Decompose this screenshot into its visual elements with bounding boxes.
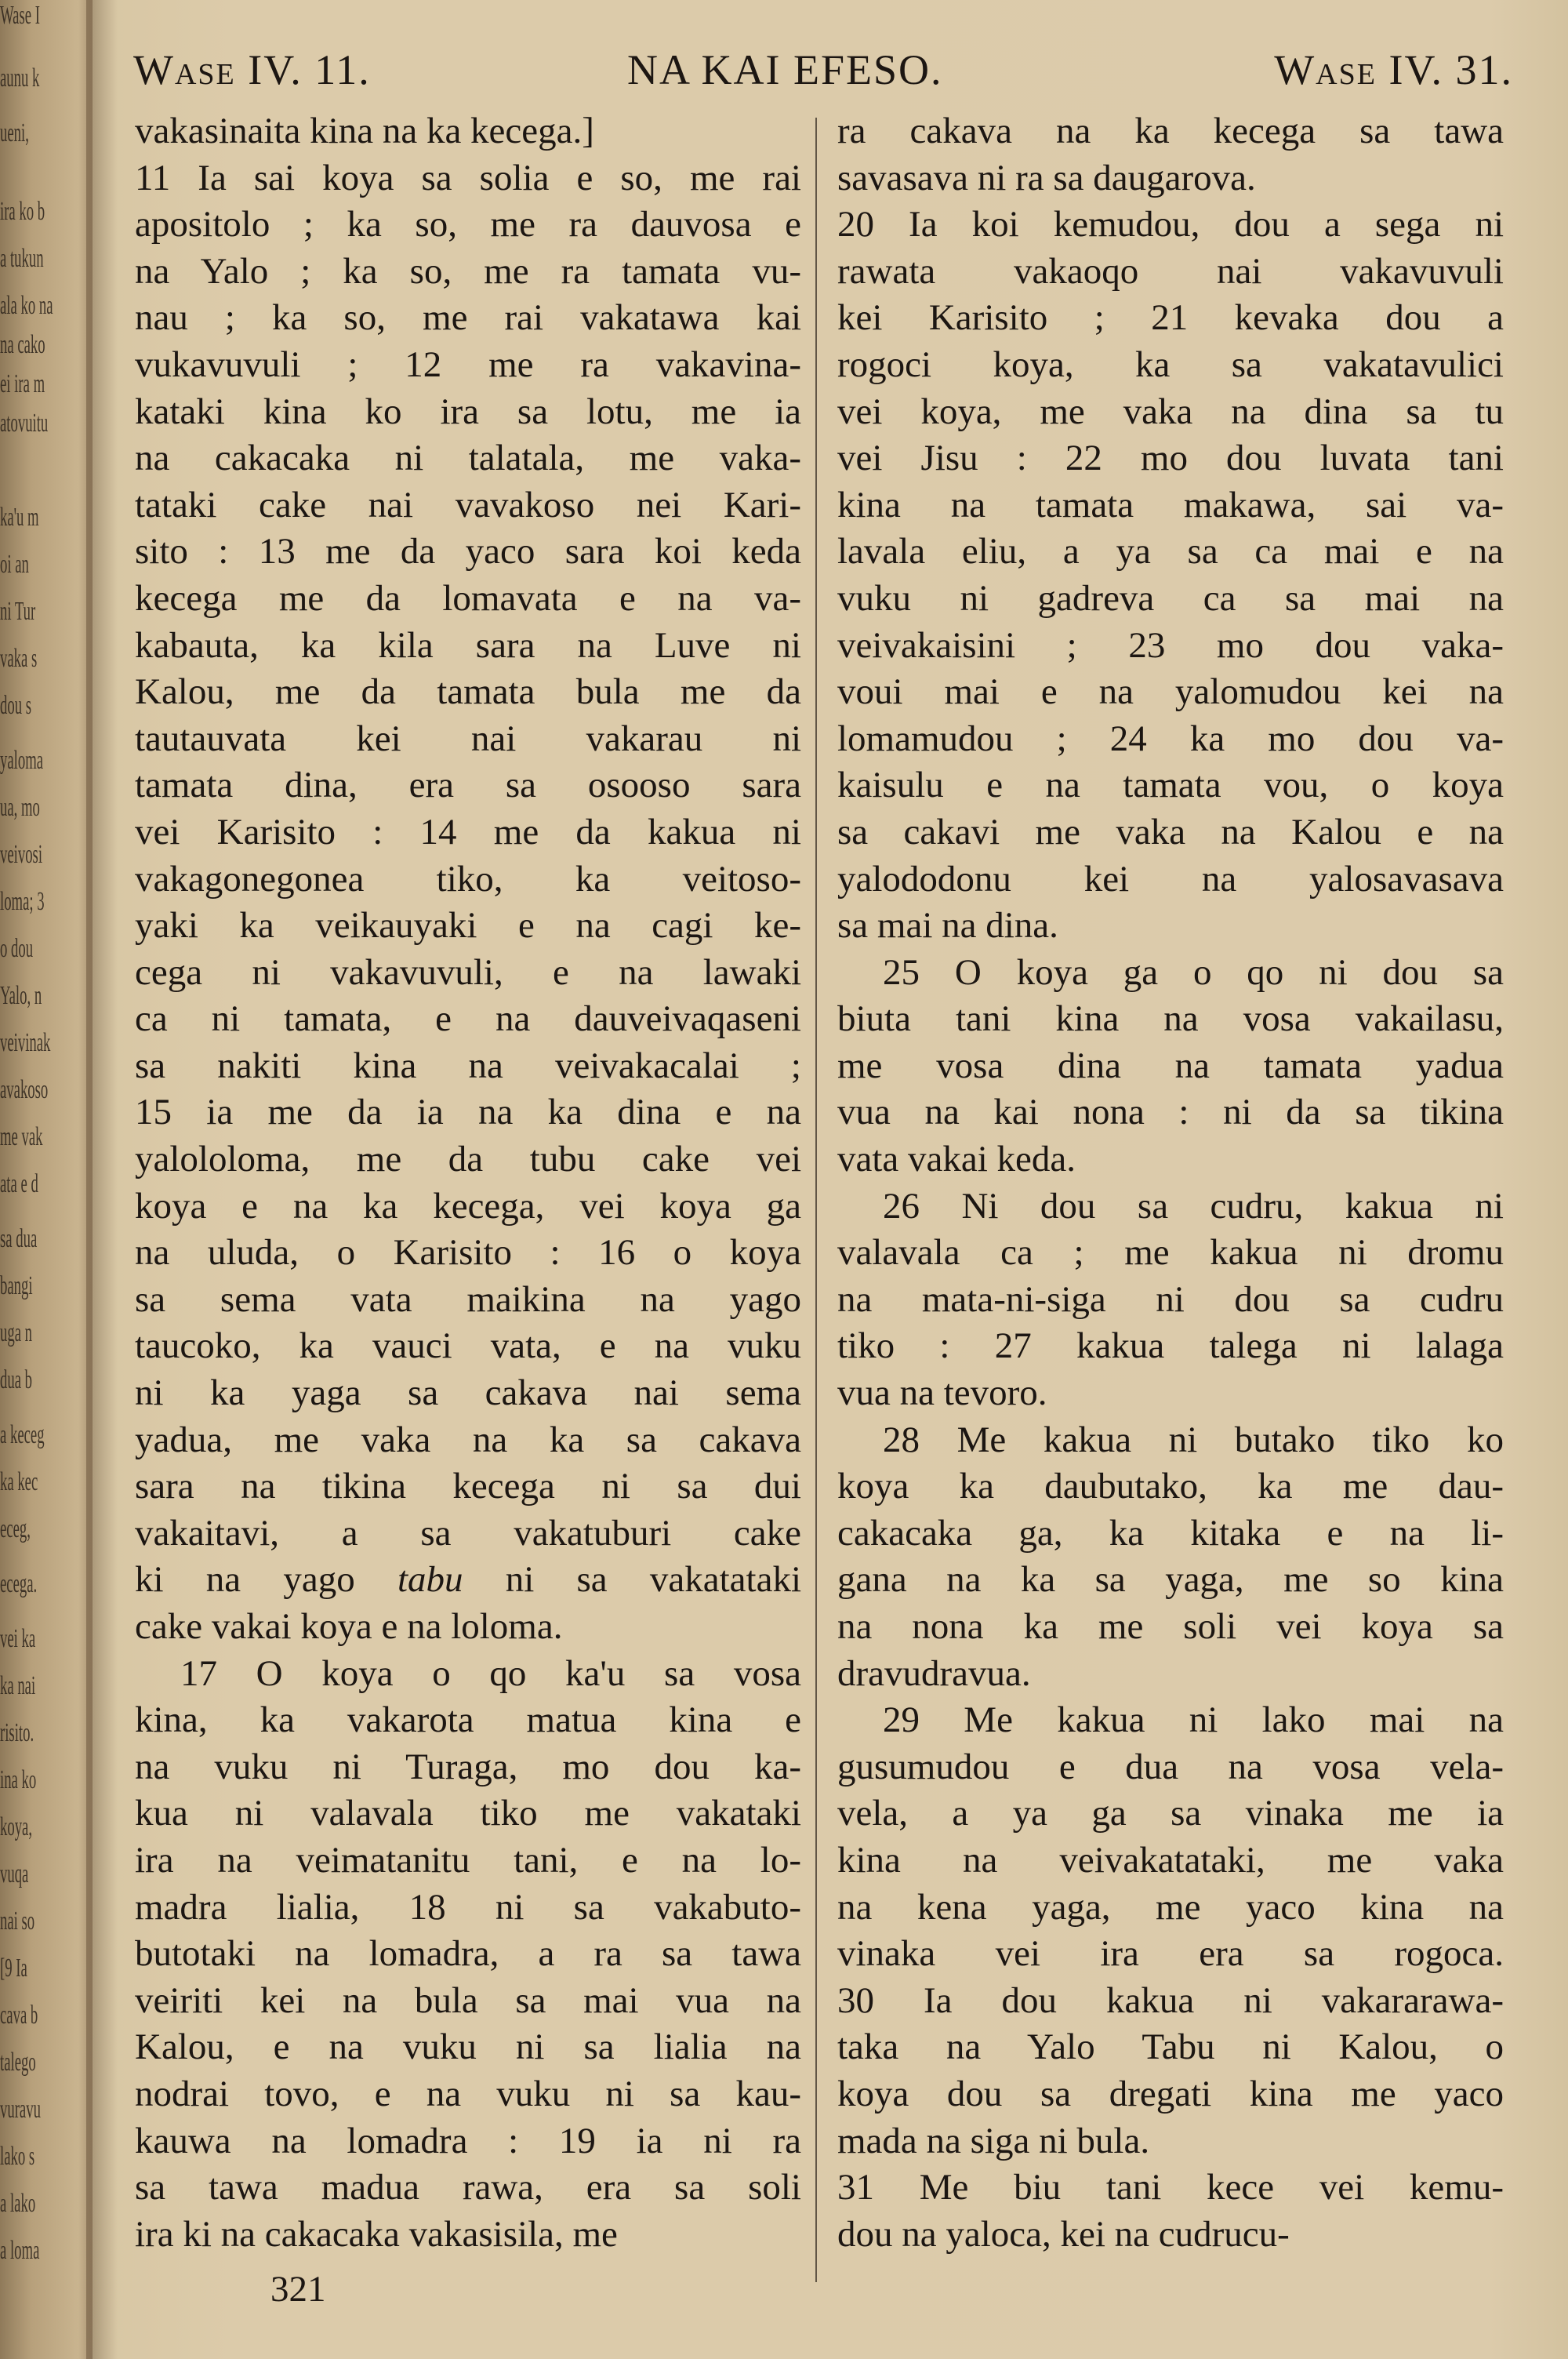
text-line: kina na tamata makawa, sai va-: [837, 484, 1504, 525]
bleed-fragment: dou s: [0, 691, 32, 720]
text-line: kei Karisito ; 21 kevaka dou a: [837, 297, 1504, 339]
text-line: taka na Yalo Tabu ni Kalou, o: [837, 2026, 1504, 2068]
text-line: kataki kina ko ira sa lotu, me ia: [135, 391, 801, 432]
left-column: [135, 108, 801, 2258]
text-line: madra lialia, 18 ni sa vakabuto-: [135, 1886, 801, 1928]
text-line: Kalou, e na vuku ni sa lialia na: [135, 2026, 801, 2068]
bleed-fragment: sa dua: [0, 1224, 38, 1253]
text-line: kecega me da lomavata e na va-: [135, 577, 801, 619]
bleed-fragment: veivinak: [0, 1028, 51, 1057]
text-line: vakagonegonea tiko, ka veitoso-: [135, 858, 801, 900]
text-line: gusumudou e dua na vosa vela-: [837, 1746, 1504, 1787]
bleed-fragment: a keceg: [0, 1420, 45, 1449]
text-line: na cakacaka ni talatala, me vaka-: [135, 438, 801, 479]
text-line: tamata dina, era sa osooso sara: [135, 765, 801, 806]
text-line: savasava ni ra sa daugarova.: [837, 157, 1256, 198]
text-line: lavala eliu, a ya sa ca mai e na: [837, 531, 1504, 572]
text-line: tautauvata kei nai vakarau ni: [135, 718, 801, 759]
bleed-fragment: ala ko na: [0, 291, 53, 320]
running-head-right: Wase IV. 31.: [1274, 46, 1513, 93]
text-line: kaisulu e na tamata vou, o koya: [837, 765, 1504, 806]
text-line: 28 Me kakua ni butako tiko ko: [883, 1419, 1504, 1460]
bleed-fragment: nai so: [0, 1906, 35, 1936]
text-line: sito : 13 me da yaco sara koi keda: [135, 531, 801, 572]
bleed-fragment: a tukun: [0, 244, 44, 273]
bleed-fragment: loma; 3: [0, 887, 45, 916]
text-line: sara na tikina kecega ni sa dui: [135, 1466, 801, 1507]
text-line: 29 Me kakua ni lako mai na: [883, 1699, 1504, 1741]
text-line: kina na veivakatataki, me vaka: [837, 1839, 1504, 1881]
italic-word: tabu: [397, 1559, 463, 1601]
text-line: 31 Me biu tani kece vei kemu-: [837, 2167, 1504, 2208]
text-line: na kena yaga, me yaco kina na: [837, 1886, 1504, 1928]
bleed-fragment: ni Tur: [0, 597, 36, 626]
text-line: valavala ca ; me kakua ni dromu: [837, 1232, 1504, 1274]
text-line: vukavuvuli ; 12 me ra vakavina-: [135, 343, 801, 385]
bleed-fragment: ueni,: [0, 118, 29, 147]
bleed-fragment: veivosi: [0, 840, 43, 869]
text-line: 11 Ia sai koya sa solia e so, me rai: [135, 157, 801, 198]
page-number: 321: [270, 2269, 326, 2310]
text-line: yaki ka veikauyaki e na cagi ke-: [135, 905, 801, 947]
bleed-fragment: a lako: [0, 2189, 36, 2218]
text-line: na Yalo ; ka so, me ra tamata vu-: [135, 250, 801, 292]
running-head: [133, 45, 1513, 100]
text-line: vata vakai keda.: [837, 1139, 1076, 1180]
bleed-fragment: atovuitu: [0, 409, 49, 438]
text-line: sa sema vata maikina na yago: [135, 1278, 801, 1320]
bleed-fragment: ecega.: [0, 1569, 38, 1598]
text-line: na vuku ni Turaga, mo dou ka-: [135, 1746, 801, 1787]
text-line: biuta tani kina na vosa vakailasu,: [837, 998, 1504, 1040]
text-line: koya e na ka kecega, vei koya ga: [135, 1185, 801, 1227]
bleed-fragment: Wase I: [0, 1, 40, 30]
bleed-fragment: vei ka: [0, 1624, 36, 1653]
bleed-fragment: aunu k: [0, 64, 40, 93]
text-line: gana na ka sa yaga, me so kina: [837, 1559, 1504, 1601]
text-line: yadua, me vaka na ka sa cakava: [135, 1419, 801, 1460]
text-line: ra cakava na ka kecega sa tawa: [837, 111, 1504, 151]
text-line: vei Jisu : 22 mo dou luvata tani: [837, 438, 1504, 479]
text-line: na mata-ni-siga ni dou sa cudru: [837, 1278, 1504, 1320]
text-line: nau ; ka so, me rai vakatawa kai: [135, 297, 801, 339]
text-line: 15 ia me da ia na ka dina e na: [135, 1092, 801, 1133]
bleed-fragment: na cako: [0, 330, 45, 359]
text-line: veiriti kei na bula sa mai vua na: [135, 1979, 801, 2021]
text-line: kua ni valavala tiko me vakataki: [135, 1793, 801, 1834]
text-line: rawata vakaoqo nai vakavuvuli: [837, 250, 1504, 292]
bleed-fragment: ka kec: [0, 1467, 38, 1496]
text-line: vakaitavi, a sa vakatuburi cake: [135, 1512, 801, 1554]
text-line: yalololoma, me da tubu cake vei: [135, 1139, 801, 1180]
text-line: nodrai tovo, e na vuku ni sa kau-: [135, 2073, 801, 2114]
bleed-fragment: bangi: [0, 1271, 33, 1300]
bleed-fragment: yaloma: [0, 746, 44, 775]
text-line: 20 Ia koi kemudou, dou a sega ni: [837, 204, 1504, 245]
bleed-fragment: o dou: [0, 934, 34, 963]
bleed-fragment: vaka s: [0, 644, 38, 673]
running-head-title: NA KAI EFESO.: [627, 46, 943, 93]
bleed-fragment: ka'u m: [0, 503, 39, 532]
text-line: dou na yaloca, kei na cudrucu-: [837, 2213, 1290, 2255]
bleed-fragment: cava b: [0, 2001, 38, 2030]
text-line: mada na siga ni bula.: [837, 2120, 1150, 2161]
text-line: kabauta, ka kila sara na Luve ni: [135, 624, 801, 666]
text-line: me vosa dina na tamata yadua: [837, 1045, 1504, 1086]
text-line: vakasinaita kina na ka kecega.]: [135, 111, 594, 151]
text-line: dravudravua.: [837, 1652, 1031, 1694]
text-line: voui mai e na yalomudou kei na: [837, 671, 1504, 713]
text-line: Kalou, me da tamata bula me da: [135, 671, 801, 713]
bleed-fragment: eceg,: [0, 1514, 31, 1543]
bleed-fragment: ei ira m: [0, 369, 45, 398]
bleed-fragment: [9 Ia: [0, 1954, 27, 1983]
bleed-fragment: a loma: [0, 2236, 40, 2265]
text-line: 30 Ia dou kakua ni vakararawa-: [837, 1979, 1504, 2021]
text-line: na nona ka me soli vei koya sa: [837, 1606, 1504, 1647]
bleed-fragment: me vak: [0, 1122, 43, 1151]
text-line: kauwa na lomadra : 19 ia ni ra: [135, 2120, 801, 2161]
adjacent-page-bleed: [0, 0, 93, 2359]
text-line: lomamudou ; 24 ka mo dou va-: [837, 718, 1504, 759]
text-line: cake vakai koya e na loloma.: [135, 1606, 563, 1647]
text-line: vela, a ya ga sa vinaka me ia: [837, 1793, 1504, 1834]
text-line: veivakaisini ; 23 mo dou vaka-: [837, 624, 1504, 666]
bleed-fragment: uga n: [0, 1318, 33, 1347]
text-line: 17 O koya o qo ka'u sa vosa: [180, 1652, 801, 1694]
text-line: vei koya, me vaka na dina sa tu: [837, 391, 1504, 432]
text-line: rogoci koya, ka sa vakatavulici: [837, 343, 1504, 385]
bleed-fragment: ina ko: [0, 1765, 37, 1794]
text-line: ira na veimatanitu tani, e na lo-: [135, 1839, 801, 1881]
bleed-fragment: talego: [0, 2048, 36, 2077]
bleed-fragment: vuqa: [0, 1859, 29, 1888]
text-line: tiko : 27 kakua talega ni lalaga: [837, 1325, 1504, 1367]
text-line: kina, ka vakarota matua kina e: [135, 1699, 801, 1741]
bleed-fragment: avakoso: [0, 1075, 49, 1104]
text-line: sa tawa madua rawa, era sa soli: [135, 2167, 801, 2208]
text-line: vinaka vei ira era sa rogoca.: [837, 1933, 1504, 1975]
text-line: na uluda, o Karisito : 16 o koya: [135, 1232, 801, 1274]
bleed-fragment: ka nai: [0, 1671, 36, 1700]
text-line: cega ni vakavuvuli, e na lawaki: [135, 951, 801, 993]
bleed-fragment: lako s: [0, 2142, 35, 2171]
bleed-fragment: ira ko b: [0, 197, 45, 226]
text-line: vua na kai nona : ni da sa tikina: [837, 1092, 1504, 1133]
text-line: 25 O koya ga o qo ni dou sa: [883, 951, 1504, 993]
bleed-fragment: Yalo, n: [0, 981, 42, 1010]
right-column: [837, 108, 1504, 2258]
running-head-left: Wase IV. 11.: [133, 46, 371, 93]
text-line: vei Karisito : 14 me da kakua ni: [135, 811, 801, 852]
text-line: sa nakiti kina na veivakacalai ;: [135, 1045, 801, 1086]
text-line: koya dou sa dregati kina me yaco: [837, 2073, 1504, 2114]
bleed-fragment: oi an: [0, 550, 29, 579]
bleed-fragment: ua, mo: [0, 793, 40, 822]
bleed-fragment: dua b: [0, 1365, 33, 1394]
text-line: 26 Ni dou sa cudru, kakua ni: [883, 1185, 1504, 1227]
text-line: koya ka daubutako, ka me dau-: [837, 1466, 1504, 1507]
text-line: sa cakavi me vaka na Kalou e na: [837, 811, 1504, 852]
bleed-fragment: ata e d: [0, 1169, 38, 1198]
gutter-shadow: [86, 0, 118, 2359]
text-line: vuku ni gadreva ca sa mai na: [837, 577, 1504, 619]
text-line: ira ki na cakacaka vakasisila, me: [135, 2213, 618, 2255]
text-line: cakacaka ga, ka kitaka e na li-: [837, 1512, 1504, 1554]
bleed-fragment: koya,: [0, 1812, 33, 1841]
text-line: ca ni tamata, e na dauveivaqaseni: [135, 998, 801, 1040]
text-line: apositolo ; ka so, me ra dauvosa e: [135, 204, 801, 245]
text-line: ki na yago tabu ni sa vakatataki: [135, 1559, 802, 1601]
text-line: tataki cake nai vavakoso nei Kari-: [135, 484, 801, 525]
bleed-fragment: risito.: [0, 1718, 34, 1747]
text-line: yalododonu kei na yalosavasava: [837, 858, 1504, 900]
column-rule: [815, 118, 817, 2282]
text-line: vua na tevoro.: [837, 1372, 1047, 1414]
text-line: butotaki na lomadra, a ra sa tawa: [135, 1933, 801, 1975]
text-line: taucoko, ka vauci vata, e na vuku: [135, 1325, 801, 1367]
bleed-fragment: vuravu: [0, 2095, 41, 2124]
text-line: sa mai na dina.: [837, 905, 1058, 947]
text-line: ni ka yaga sa cakava nai sema: [135, 1372, 801, 1414]
